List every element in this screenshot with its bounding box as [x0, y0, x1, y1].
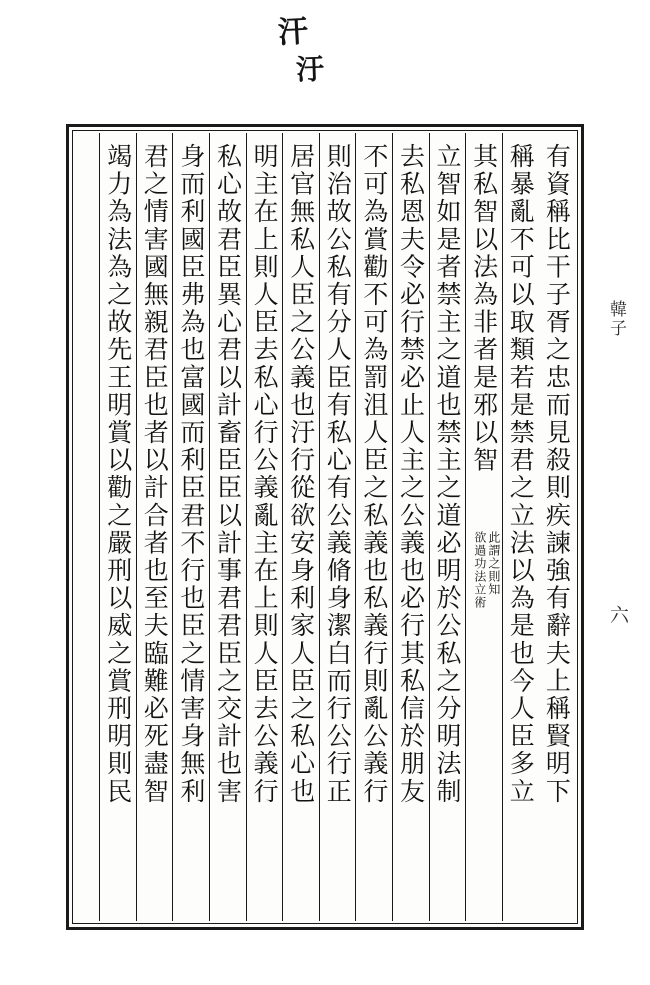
- text-column-5: [392, 133, 429, 921]
- column-text: 居官無私人臣之公義也汙行從欲安身利家人臣之私心也: [286, 143, 316, 806]
- text-columns: [75, 133, 575, 921]
- column-text: 明主在上則人臣去私心行公義亂主在上則人臣去公義行: [250, 143, 280, 806]
- page-frame: [66, 124, 584, 930]
- text-column-12: [136, 133, 173, 921]
- text-column-7: [319, 133, 356, 921]
- text-column-8: [282, 133, 319, 921]
- column-text: 不可為賞勸不可為罰沮人臣之私義也私義行則亂公義行: [359, 143, 389, 806]
- interlinear-line-2: 欲過功法立術: [472, 531, 487, 609]
- margin-marks: [592, 300, 642, 680]
- column-text: 去私恩夫令必行禁必止人主之公義也必行其私信於朋友: [396, 143, 426, 806]
- text-column-2: [502, 133, 539, 921]
- column-text: 立智如是者禁主之道也禁主之道必明於公私之分明法制: [433, 143, 463, 806]
- column-text: 身而利國臣弗為也富國而利臣君不行也臣之情害身無利: [176, 143, 206, 806]
- text-column-6: [355, 133, 392, 921]
- column-text: 有資稱比干子胥之忠而見殺則疾諫強有辭夫上稱賢明下: [542, 143, 572, 806]
- text-column-13: [99, 133, 136, 921]
- marginal-notes-area: [0, 8, 650, 108]
- column-text: 稱暴亂不可以取類若是禁君之立法以為是也今人臣多立: [506, 143, 536, 806]
- marginal-note-2: 汙: [295, 52, 325, 87]
- text-column-1: [538, 133, 575, 921]
- column-text: 君之情害國無親君臣也者以計合者也至夫臨難必死盡智: [140, 143, 170, 806]
- text-column-10: [209, 133, 246, 921]
- column-text: 其私智以法為非者是邪以智: [469, 143, 499, 475]
- column-text: 私心故君臣異心君以計畜臣臣以計事君君臣之交計也害: [213, 143, 243, 806]
- text-column-3: [465, 133, 502, 921]
- margin-mark-volume: 韓子: [606, 300, 626, 338]
- margin-mark-page: 六: [607, 605, 629, 624]
- text-column-11: [172, 133, 209, 921]
- marginal-note-1: 汗: [277, 14, 309, 51]
- text-column-4: [429, 133, 466, 921]
- interlinear-line-1: 此謂之則知: [486, 531, 501, 596]
- column-text: 竭力為法為之故先王明賞以勸之嚴刑以威之賞刑明則民: [103, 143, 133, 806]
- text-column-9: [246, 133, 283, 921]
- column-text: 則治故公私有分人臣有私心有公義脩身潔白而行公行正: [323, 143, 353, 806]
